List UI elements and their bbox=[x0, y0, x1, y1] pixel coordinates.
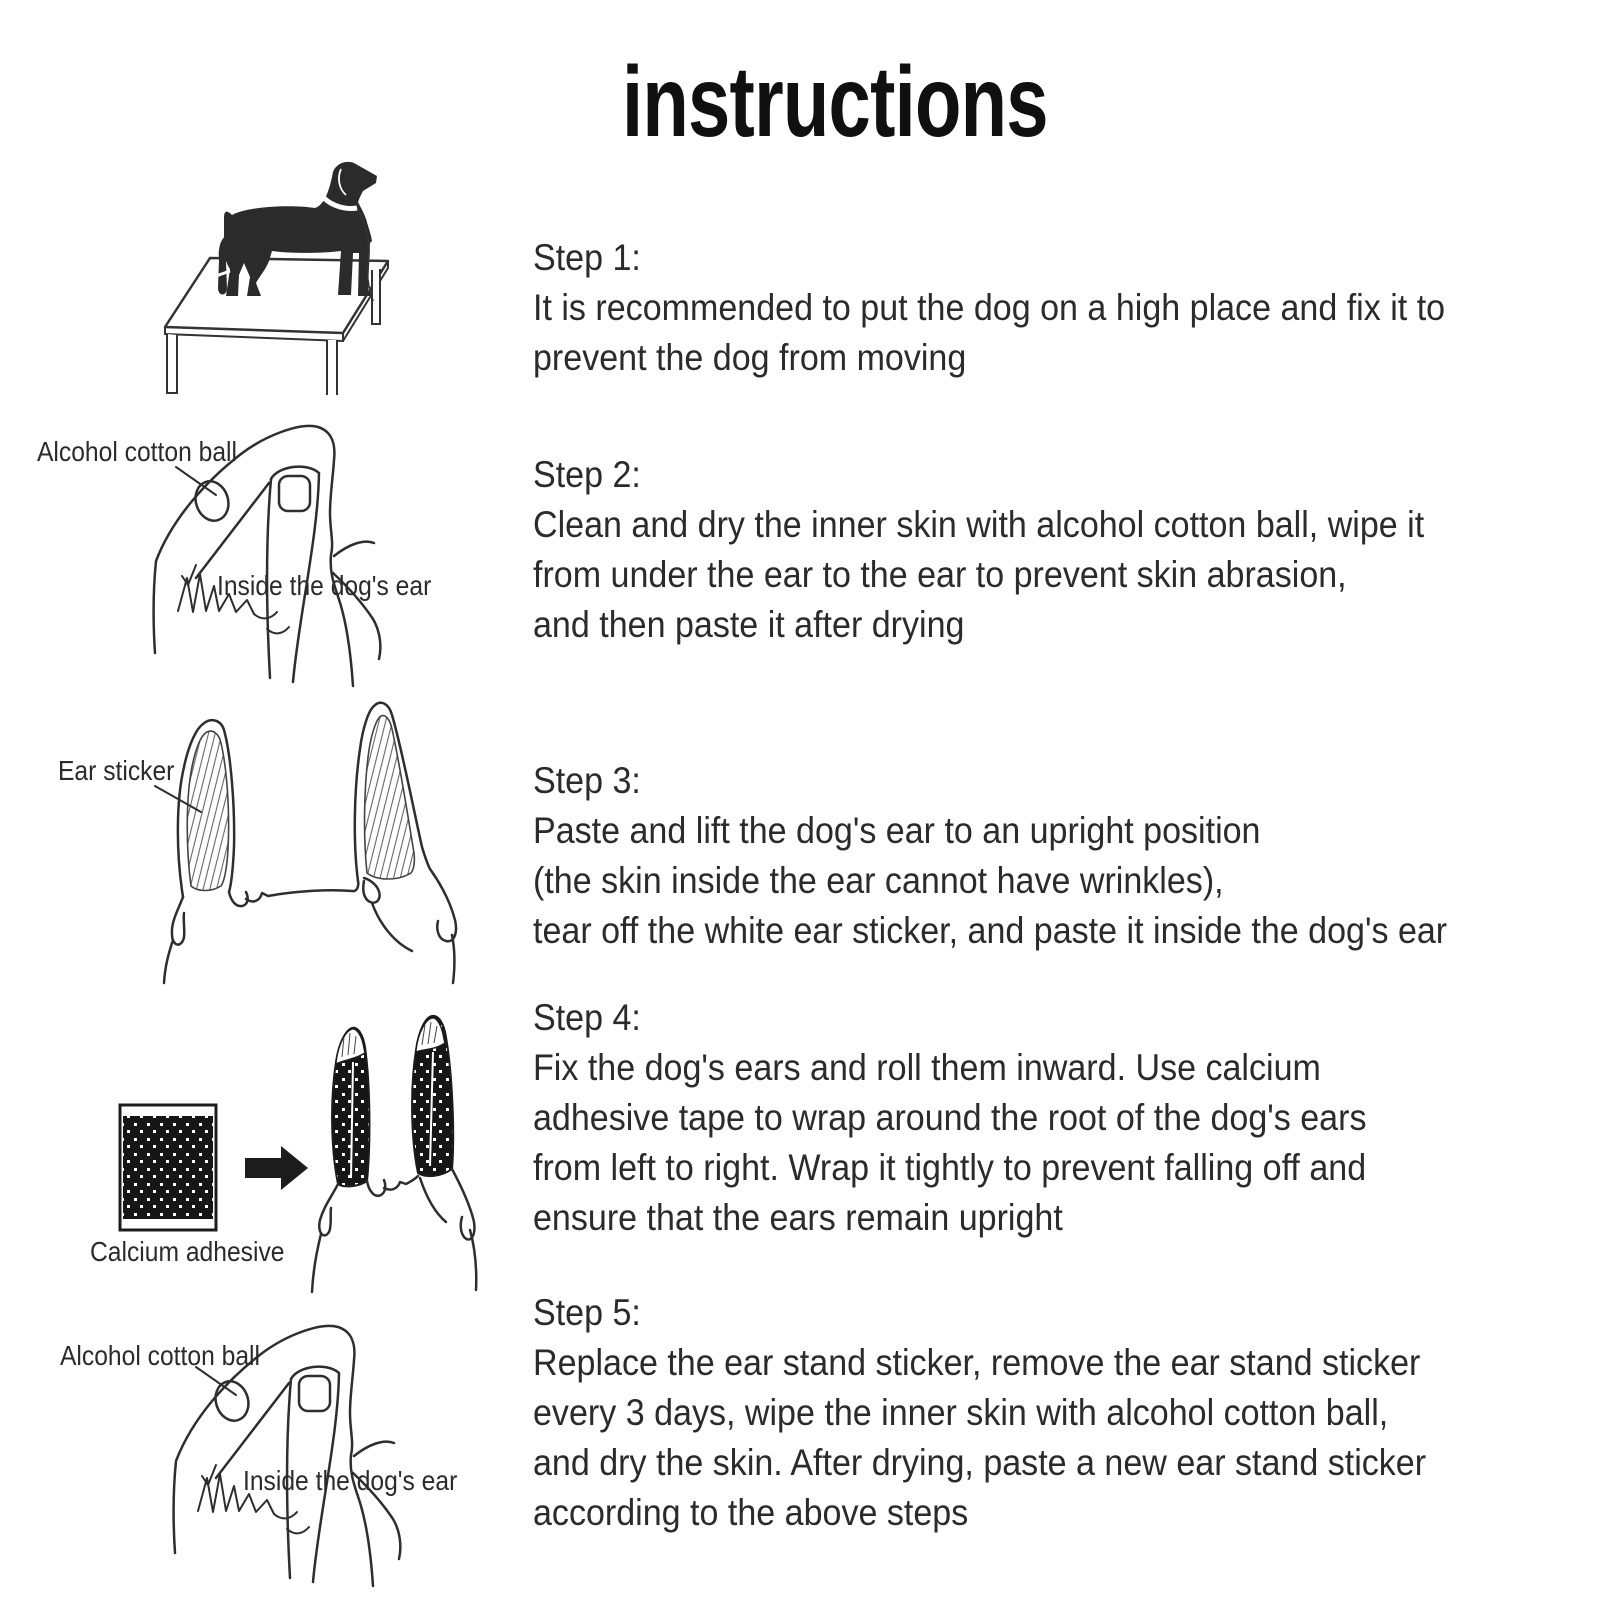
step-3-block bbox=[533, 756, 1447, 956]
dog-head-outline bbox=[312, 1169, 476, 1292]
step-1-line: It is recommended to put the dog on a high place and fix it to bbox=[533, 287, 1446, 328]
inside-dogs-ear-label-2: Inside the dog's ear bbox=[243, 1465, 458, 1496]
right-ear-sticker bbox=[365, 716, 415, 879]
step-5-line: and dry the skin. After drying, paste a new ear stand sticker bbox=[533, 1442, 1427, 1483]
grooming-table bbox=[165, 258, 388, 395]
step-5-line: every 3 days, wipe the inner skin with alcohol cotton ball, bbox=[533, 1392, 1389, 1433]
alcohol-cotton-ball-label: Alcohol cotton ball bbox=[37, 436, 237, 467]
wrapped-ears bbox=[332, 1016, 453, 1186]
step-5-line: according to the above steps bbox=[533, 1492, 969, 1533]
step-4-line: adhesive tape to wrap around the root of the dog's ears bbox=[533, 1097, 1367, 1138]
arrow-right-icon bbox=[245, 1146, 308, 1190]
step-4-heading: Step 4: bbox=[533, 997, 641, 1038]
step-3-line: tear off the white ear sticker, and paste it inside the dog's ear bbox=[533, 910, 1448, 951]
adhesive-tape-sheet bbox=[120, 1105, 216, 1230]
alcohol-cotton-ball-label-2: Alcohol cotton ball bbox=[60, 1340, 260, 1371]
step-2-heading: Step 2: bbox=[533, 454, 641, 495]
step-5-line: Replace the ear stand sticker, remove the ear stand sticker bbox=[533, 1342, 1421, 1383]
ear-sticker-label: Ear sticker bbox=[58, 755, 175, 786]
step-4-line: from left to right. Wrap it tightly to prevent falling off and bbox=[533, 1147, 1367, 1188]
step-2-line: Clean and dry the inner skin with alcohol cotton ball, wipe it bbox=[533, 504, 1425, 545]
step-2-line: and then paste it after drying bbox=[533, 604, 965, 645]
dog-on-table-illustration bbox=[120, 150, 450, 395]
step-3-line: Paste and lift the dog's ear to an upright position bbox=[533, 810, 1261, 851]
calcium-adhesive-label: Calcium adhesive bbox=[90, 1236, 285, 1267]
step-1-heading: Step 1: bbox=[533, 237, 641, 278]
step-3-heading: Step 3: bbox=[533, 760, 641, 801]
step-2-block bbox=[533, 450, 1424, 650]
step-4-line: ensure that the ears remain upright bbox=[533, 1197, 1063, 1238]
step-5-heading: Step 5: bbox=[533, 1292, 641, 1333]
step-2-line: from under the ear to the ear to prevent skin abrasion, bbox=[533, 554, 1347, 595]
step-1-line: prevent the dog from moving bbox=[533, 337, 967, 378]
page-title: instructions bbox=[622, 46, 1048, 158]
step-4-line: Fix the dog's ears and roll them inward. Use calcium bbox=[533, 1047, 1321, 1088]
left-ear-sticker bbox=[187, 731, 228, 890]
inside-dogs-ear-label: Inside the dog's ear bbox=[217, 570, 432, 601]
step-5-block bbox=[533, 1288, 1426, 1538]
step-3-line: (the skin inside the ear cannot have wrinkles), bbox=[533, 860, 1224, 901]
step-4-block bbox=[533, 993, 1366, 1243]
ear-stickers-illustration bbox=[50, 685, 510, 985]
step-1-block bbox=[533, 233, 1445, 383]
